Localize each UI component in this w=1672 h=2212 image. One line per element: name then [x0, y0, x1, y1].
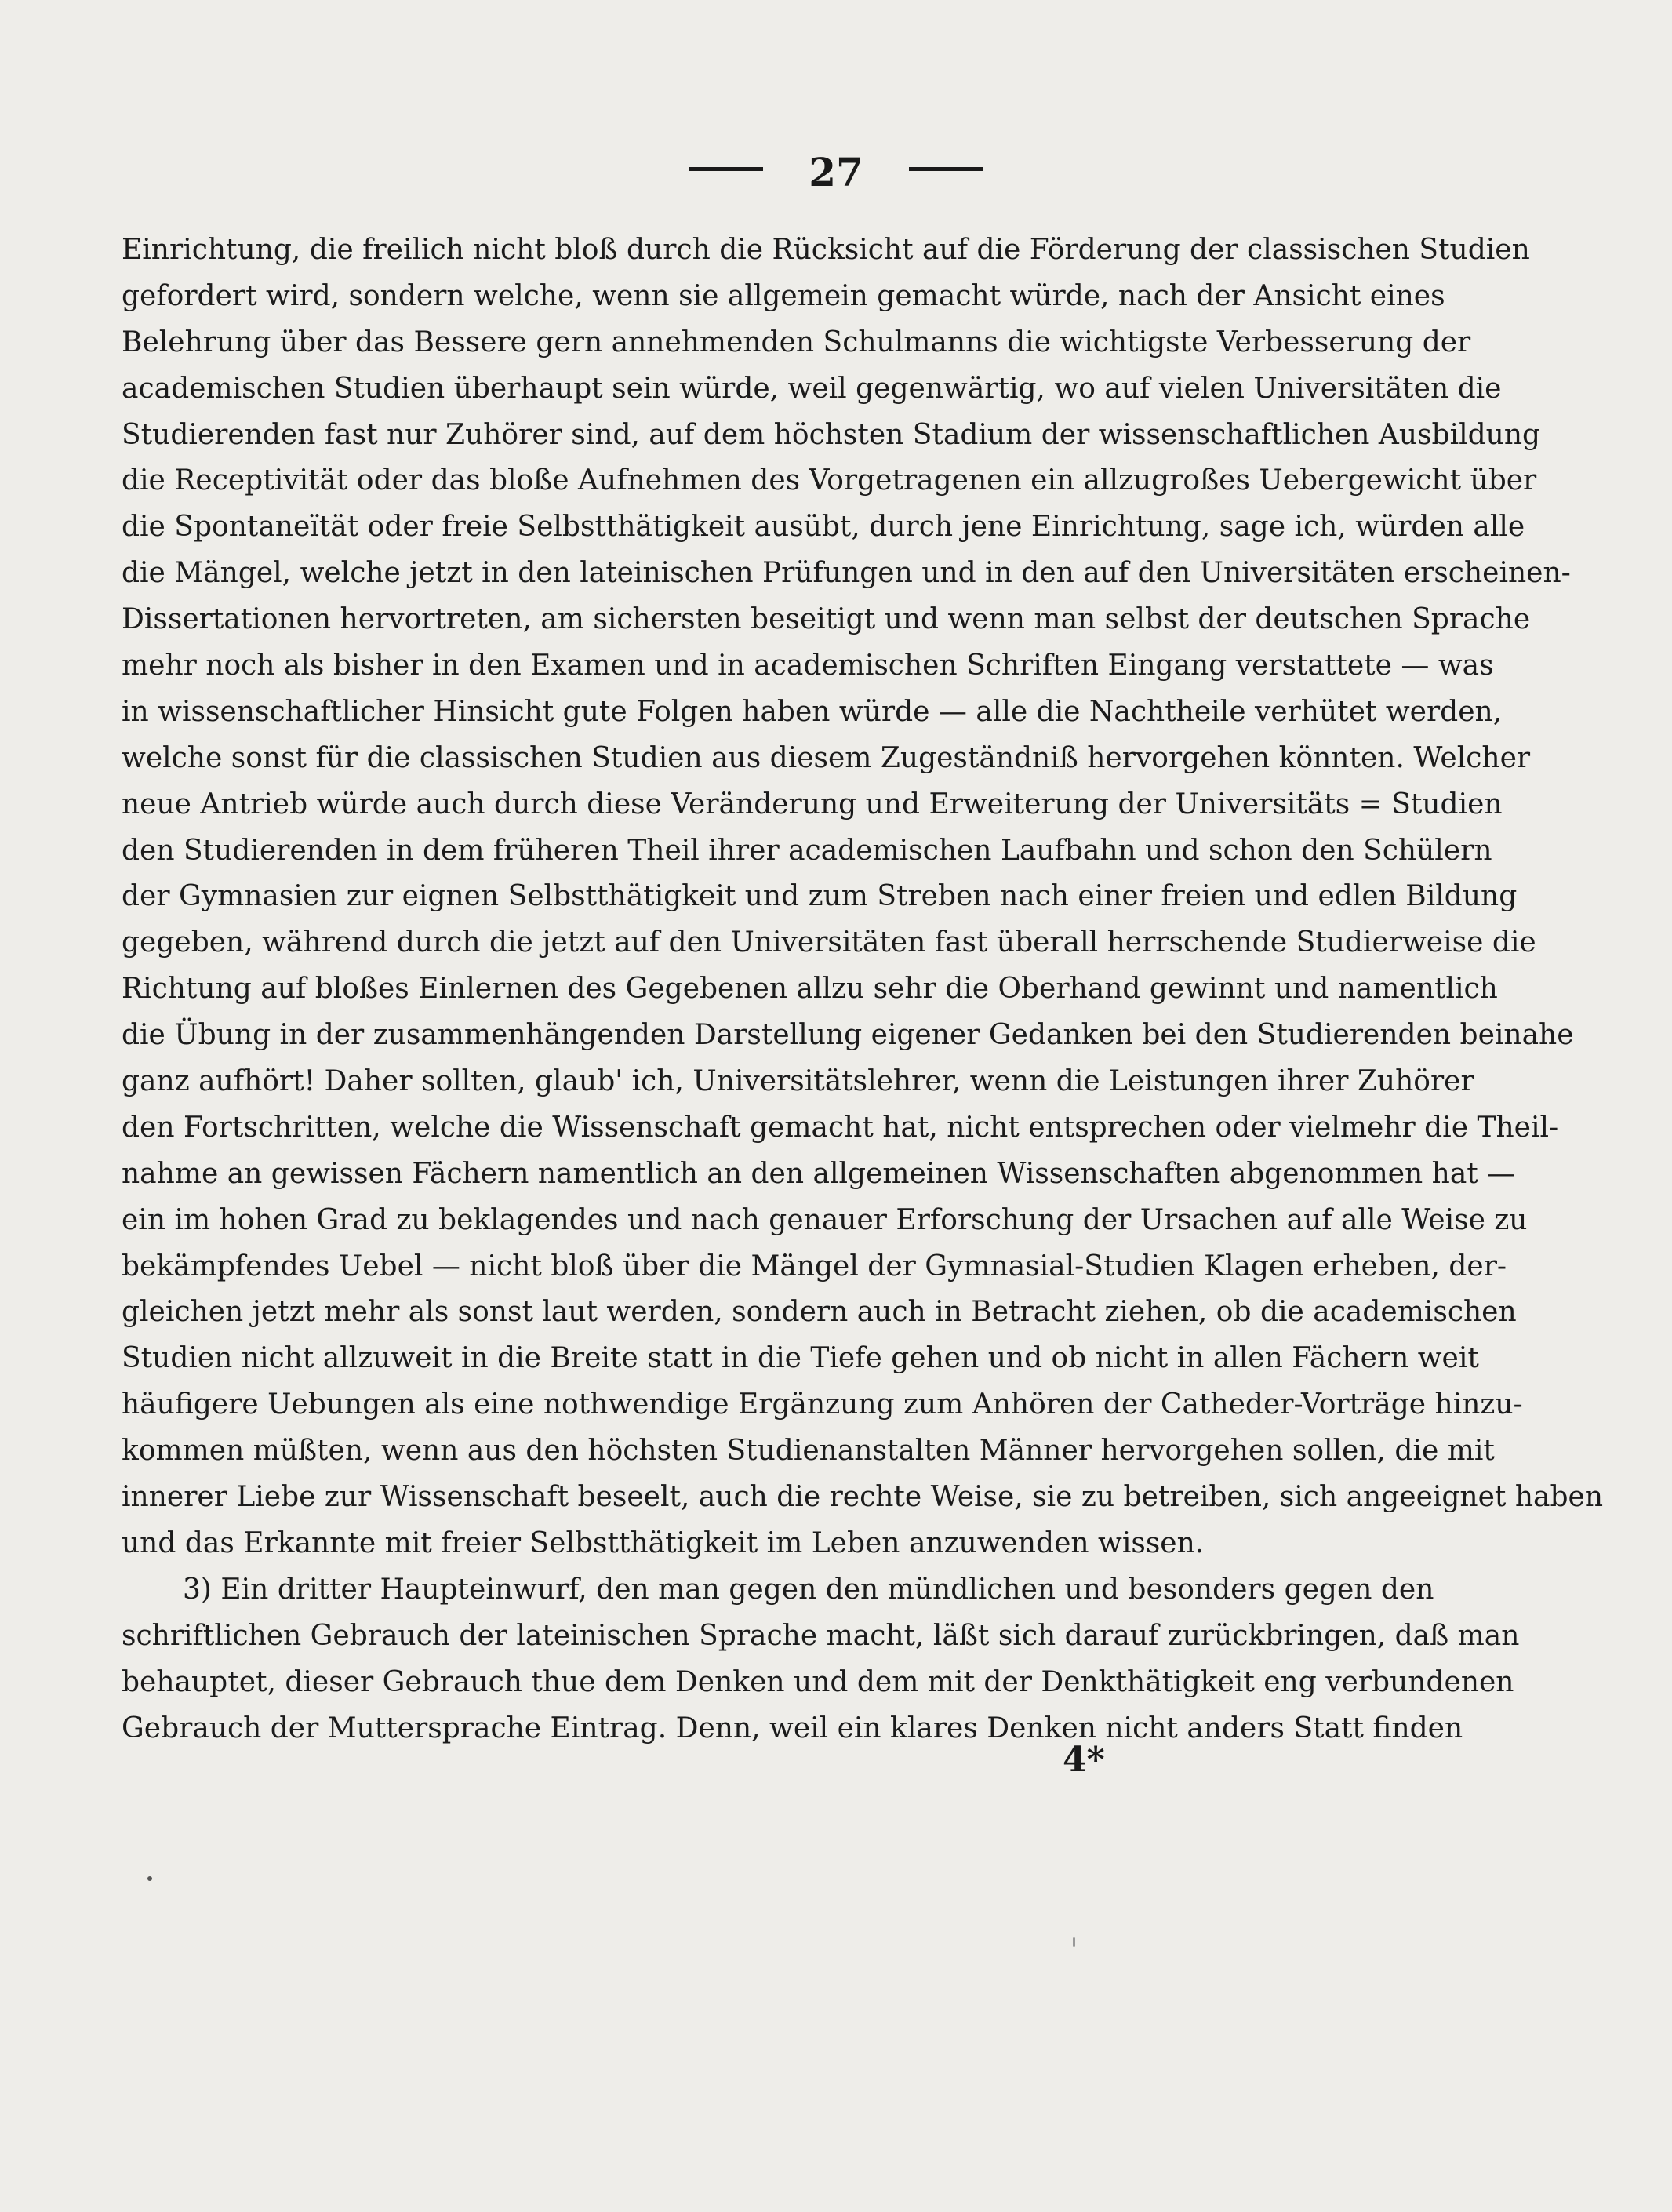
- body-text: [122, 227, 1604, 1752]
- text-line: Gebrauch der Muttersprache Eintrag. Denn, weil ein klares Denken nicht anders Statt finden: [122, 1712, 1463, 1744]
- text-line: den Studierenden in dem früheren Theil ihrer academischen Laufbahn und schon den Schülern: [122, 834, 1492, 867]
- header-rule-right: [909, 167, 983, 171]
- text-line: welche sonst für die classischen Studien aus diesem Zugeständniß hervorgehen könnten. Welcher: [122, 741, 1531, 774]
- text-line: die Übung in der zusammenhängenden Darstellung eigener Gedanken bei den Studierenden beinahe: [122, 1019, 1574, 1052]
- text-line: gleichen jetzt mehr als sonst laut werden, sondern auch in Betracht ziehen, ob die academischen: [122, 1296, 1517, 1329]
- text-line: nahme an gewissen Fächern namentlich an den allgemeinen Wissenschaften abgenommen hat —: [122, 1157, 1516, 1190]
- text-line: Studierenden fast nur Zuhörer sind, auf dem höchsten Stadium der wissenschaftlichen Ausbildung: [122, 418, 1541, 451]
- page-header: [0, 149, 1672, 195]
- text-line: 3) Ein dritter Haupteinwurf, den man gegen den mündlichen und besonders gegen den: [183, 1573, 1434, 1606]
- text-line: Richtung auf bloßes Einlernen des Gegebenen allzu sehr die Oberhand gewinnt und namentlich: [122, 973, 1498, 1006]
- text-line: Belehrung über das Bessere gern annehmenden Schulmanns die wichtigste Verbesserung der: [122, 326, 1471, 358]
- text-line: innerer Liebe zur Wissenschaft beseelt, auch die rechte Weise, sie zu betreiben, sich angeeignet haben: [122, 1481, 1604, 1514]
- text-line: neue Antrieb würde auch durch diese Veränderung und Erweiterung der Universitäts = Studien: [122, 788, 1503, 820]
- text-line: schriftlichen Gebrauch der lateinischen Sprache macht, läßt sich darauf zurückbringen, daß man: [122, 1619, 1520, 1652]
- text-line: Studien nicht allzuweit in die Breite statt in die Tiefe gehen und ob nicht in allen Fächern weit: [122, 1342, 1479, 1375]
- signature-mark: 4*: [1063, 1740, 1105, 1780]
- text-line: die Receptivität oder das bloße Aufnehmen des Vorgetragenen ein allzugroßes Uebergewicht über: [122, 464, 1537, 497]
- paper-speck: [1073, 1937, 1075, 1947]
- text-line: ganz aufhört! Daher sollten, glaub' ich, Universitätslehrer, wenn die Leistungen ihrer Zuhörer: [122, 1065, 1474, 1098]
- header-rule-left: [689, 167, 763, 171]
- paper-speck: [147, 1876, 152, 1881]
- text-line: der Gymnasien zur eignen Selbstthätigkeit und zum Streben nach einer freien und edlen Bildung: [122, 880, 1518, 913]
- text-line: Einrichtung, die freilich nicht bloß durch die Rücksicht auf die Förderung der classischen Studien: [122, 234, 1530, 266]
- text-line: in wissenschaftlicher Hinsicht gute Folgen haben würde — alle die Nachtheile verhütet werden,: [122, 695, 1503, 728]
- text-line: mehr noch als bisher in den Examen und in academischen Schriften Eingang verstattete — was: [122, 649, 1494, 682]
- text-line: die Mängel, welche jetzt in den lateinischen Prüfungen und in den auf den Universitäten erscheinen-: [122, 557, 1571, 590]
- text-line: gegeben, während durch die jetzt auf den Universitäten fast überall herrschende Studierweise die: [122, 926, 1536, 959]
- text-line: häufigere Uebungen als eine nothwendige Ergänzung zum Anhören der Catheder-Vorträge hinzu-: [122, 1388, 1523, 1421]
- text-line: und das Erkannte mit freier Selbstthätigkeit im Leben anzuwenden wissen.: [122, 1526, 1205, 1559]
- text-line: kommen müßten, wenn aus den höchsten Studienanstalten Männer hervorgehen sollen, die mit: [122, 1435, 1495, 1468]
- text-line: Dissertationen hervortreten, am sichersten beseitigt und wenn man selbst der deutschen Sprache: [122, 603, 1531, 636]
- text-line: gefordert wird, sondern welche, wenn sie allgemein gemacht würde, nach der Ansicht eines: [122, 279, 1445, 312]
- page-number: 27: [809, 149, 863, 195]
- text-line: behauptet, dieser Gebrauch thue dem Denken und dem mit der Denkthätigkeit eng verbundenen: [122, 1665, 1514, 1698]
- text-line: ein im hohen Grad zu beklagendes und nach genauer Erforschung der Ursachen auf alle Weise zu: [122, 1203, 1528, 1236]
- text-line: academischen Studien überhaupt sein würde, weil gegenwärtig, wo auf vielen Universitäten die: [122, 372, 1502, 405]
- text-line: den Fortschritten, welche die Wissenschaft gemacht hat, nicht entsprechen oder vielmehr die Theil-: [122, 1111, 1559, 1144]
- text-line: die Spontaneïtät oder freie Selbstthätigkeit ausübt, durch jene Einrichtung, sage ich, würden alle: [122, 511, 1525, 544]
- text-line: bekämpfendes Uebel — nicht bloß über die Mängel der Gymnasial-Studien Klagen erheben, der-: [122, 1250, 1507, 1282]
